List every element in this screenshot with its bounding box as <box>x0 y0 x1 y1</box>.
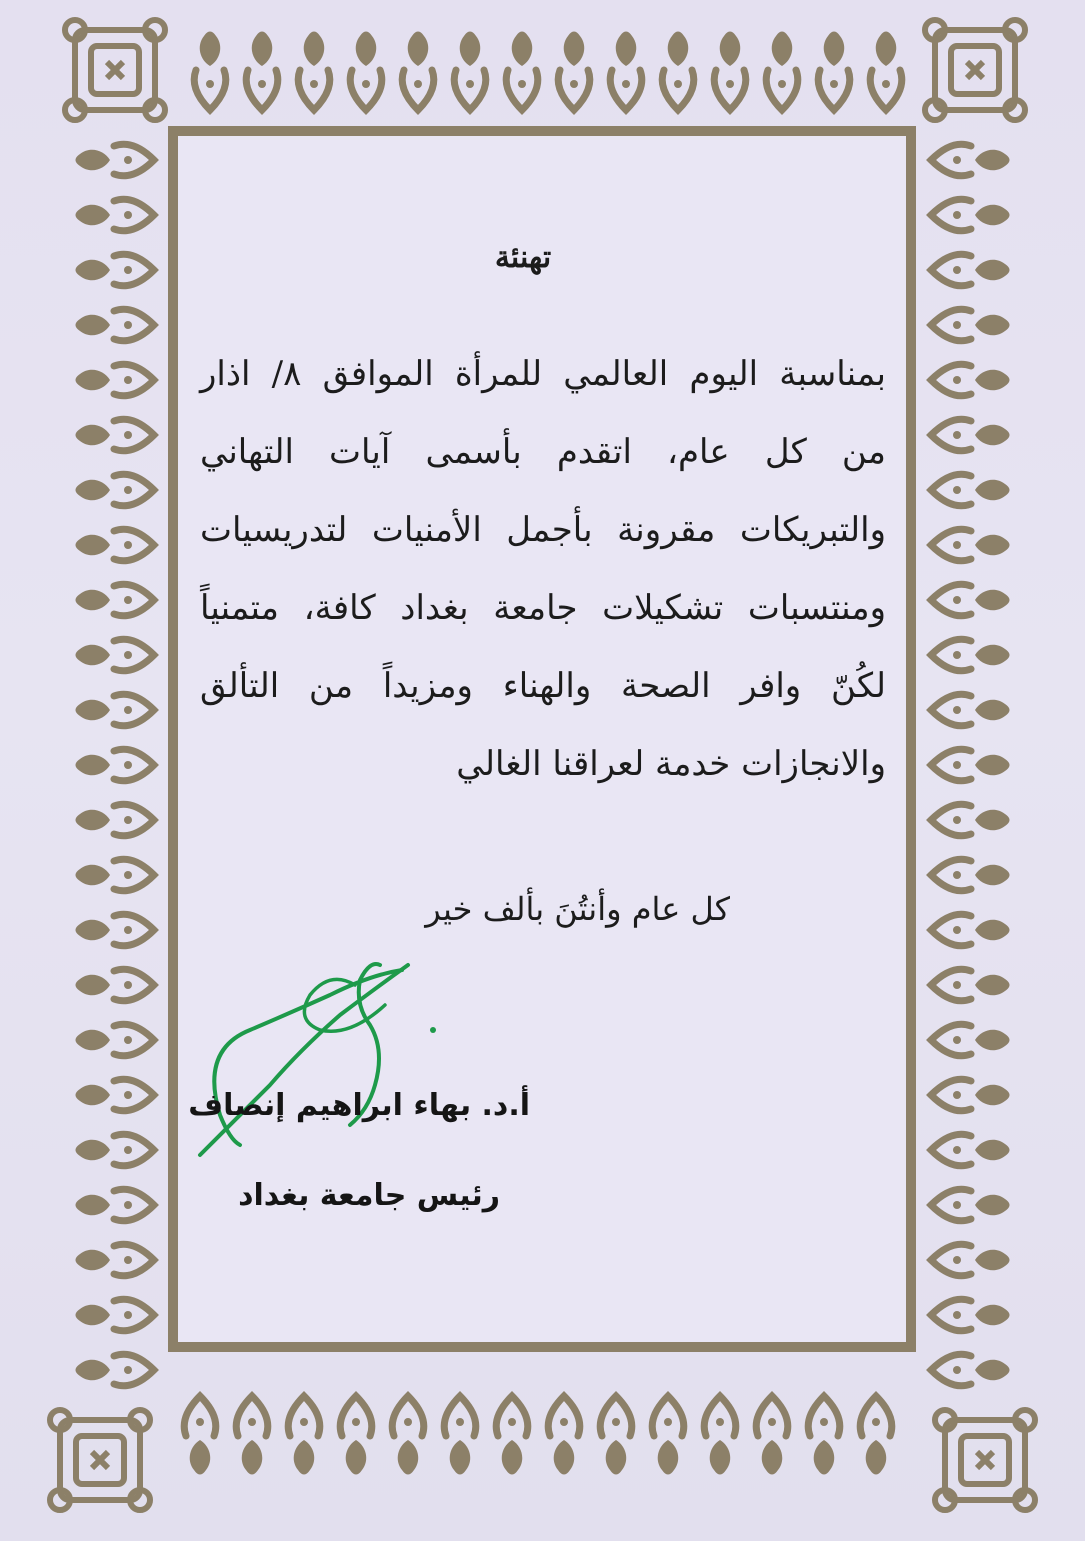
document-title: تهنئة <box>494 240 552 275</box>
signer-name: أ.د. بهاء ابراهيم إنصاف <box>188 1088 530 1123</box>
body-line: والانجازات خدمة لعراقنا الغالي <box>456 744 886 784</box>
body-line: من كل عام، اتقدم بأسمى آيات التهاني <box>200 432 886 472</box>
body-line: لكُنّ وافر الصحة والهناء ومزيداً من التألق <box>200 666 886 706</box>
letter-body <box>200 240 886 803</box>
body-line: ومنتسبات تشكيلات جامعة بغداد كافة، متمنياً <box>200 588 886 628</box>
closing-greeting: كل عام وأنتُنَ بألف خير <box>425 890 730 928</box>
body-line: والتبريكات مقرونة بأجمل الأمنيات لتدريسيات <box>200 510 886 550</box>
signer-title: رئيس جامعة بغداد <box>238 1178 500 1213</box>
body-line: بمناسبة اليوم العالمي للمرأة الموافق ٨/ اذار <box>200 354 887 394</box>
handwritten-signature <box>180 955 520 1165</box>
